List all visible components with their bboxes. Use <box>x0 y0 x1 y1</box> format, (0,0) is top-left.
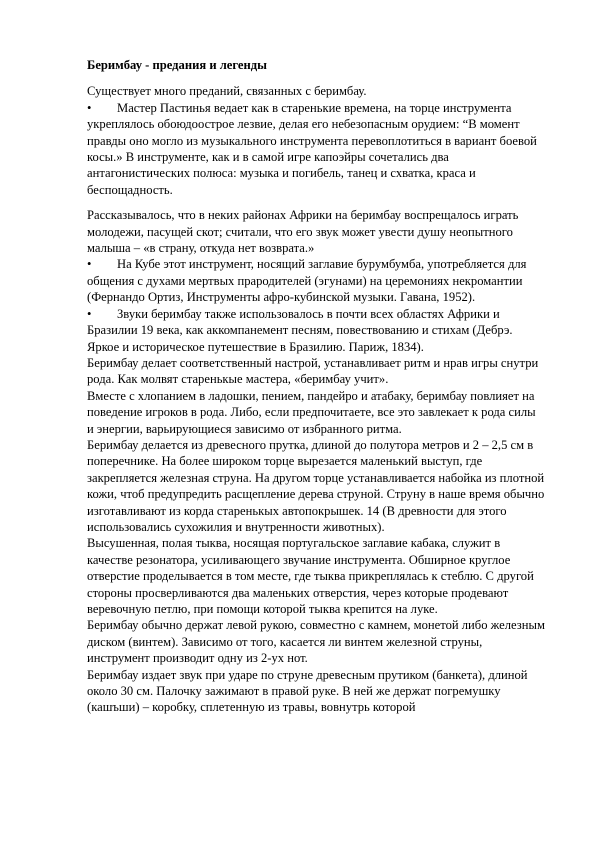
paragraph-construction: Беримбау делается из древесного прутка, длиной до полутора метров и 2 – 2,5 см в поперечнике. На более широком торце вырезается маленький выступ, где закрепляется железная струна. На другом торце устанавливается набойка из плотной кожи, чтоб предупредить расщепление дерева струной. Струну в наше время обычно изготавливают из корда старенькых автопокрышек. 14 (В древности для этого использовались сухожилия и внутренности животных). <box>87 437 545 534</box>
document-body <box>87 57 545 716</box>
document-title: Беримбау - предания и легенды <box>87 58 267 72</box>
bullet-text-2: На Кубе этот инструмент, носящий заглавие бурумбумба, употребляется для общения с духами мертвых прародителей (эгунами) на церемониях некромантии (Фернандо Ортиз, Инструменты афро-кубинской музыки. Гавана, 1952). <box>87 257 527 305</box>
bullet-marker: • <box>87 100 92 115</box>
intro-paragraph: Существует много преданий, связанных с беримбау. <box>87 84 367 99</box>
bullet-text-1: Мастер Пастинья ведает как в старенькие времена, на торце инструмента укреплялось обоюдоострое лезвие, делая его небезопасным орудием: “В момент правды оно могло из музыкального инструмента перевоплотиться в вариант боевой косы.» В инструменте, как и в самой игре капоэйры сочетались два антагонистических полюса: музыка и погибель, танец и схватка, краса и беспощадность. <box>87 100 537 197</box>
paragraph-africa: Рассказывалось, что в неких районах Африки на беримбау воспрещалось играть молодежи, пасущей скот; считали, что его звук может увести душу неопытного малыша – «в страну, откуда нет возврата.» <box>87 208 519 256</box>
bullet-text-3: Звуки беримбау также использовалось в почти всех областях Африки и Бразилии 19 века, как аккомпанемент песням, повествованию и стихам (Дебрэ. Яркое и историческое путешествие в Бразилию. Париж, 1834). <box>87 306 513 354</box>
bullet-item-1 <box>87 100 545 198</box>
paragraph-mood: Беримбау делает соответственный настрой, устанавливает ритм и нрав игры снутри рода. Как молвят старенькые мастера, «беримбау учит». <box>87 355 539 387</box>
paragraph-holding: Беримбау обычно держат левой рукою, совместно с камнем, монетой либо железным диском (винтем). Зависимо от того, касается ли винтем железной струны, инструмент производит одну из 2-ух нот. <box>87 618 545 666</box>
paragraph-gourd: Высушенная, полая тыква, носящая португальское заглавие кабака, служит в качестве резонатора, усиливающего звучание инструмента. Обширное круглое отверстие проделывается в том месте, где тыква прикреплялась к стеблю. С другой стороны просверливаются два маленьких отверстия, через которые продевают веревочную петлю, при помощи которой тыква крепится на луке. <box>87 536 534 616</box>
bullet-item-2 <box>87 256 545 305</box>
paragraph-clapping: Вместе с хлопанием в ладошки, пением, пандейро и атабаку, беримбау повлияет на поведение игроков в рода. Либо, если предпочитаете, все это завлекает к рода силы и энергии, варьирующиеся зависимо от избранного ритма. <box>87 388 536 436</box>
bullet-marker: • <box>87 257 92 272</box>
paragraph-sound: Беримбау издает звук при ударе по струне древесным прутиком (банкета), длиной около 30 см. Палочку зажимают в правой руке. В ней же держат погремушку (кашъши) – коробку, сплетенную из травы, вовнутрь которой <box>87 667 528 715</box>
bullet-item-3 <box>87 306 545 355</box>
bullet-marker: • <box>87 306 92 321</box>
